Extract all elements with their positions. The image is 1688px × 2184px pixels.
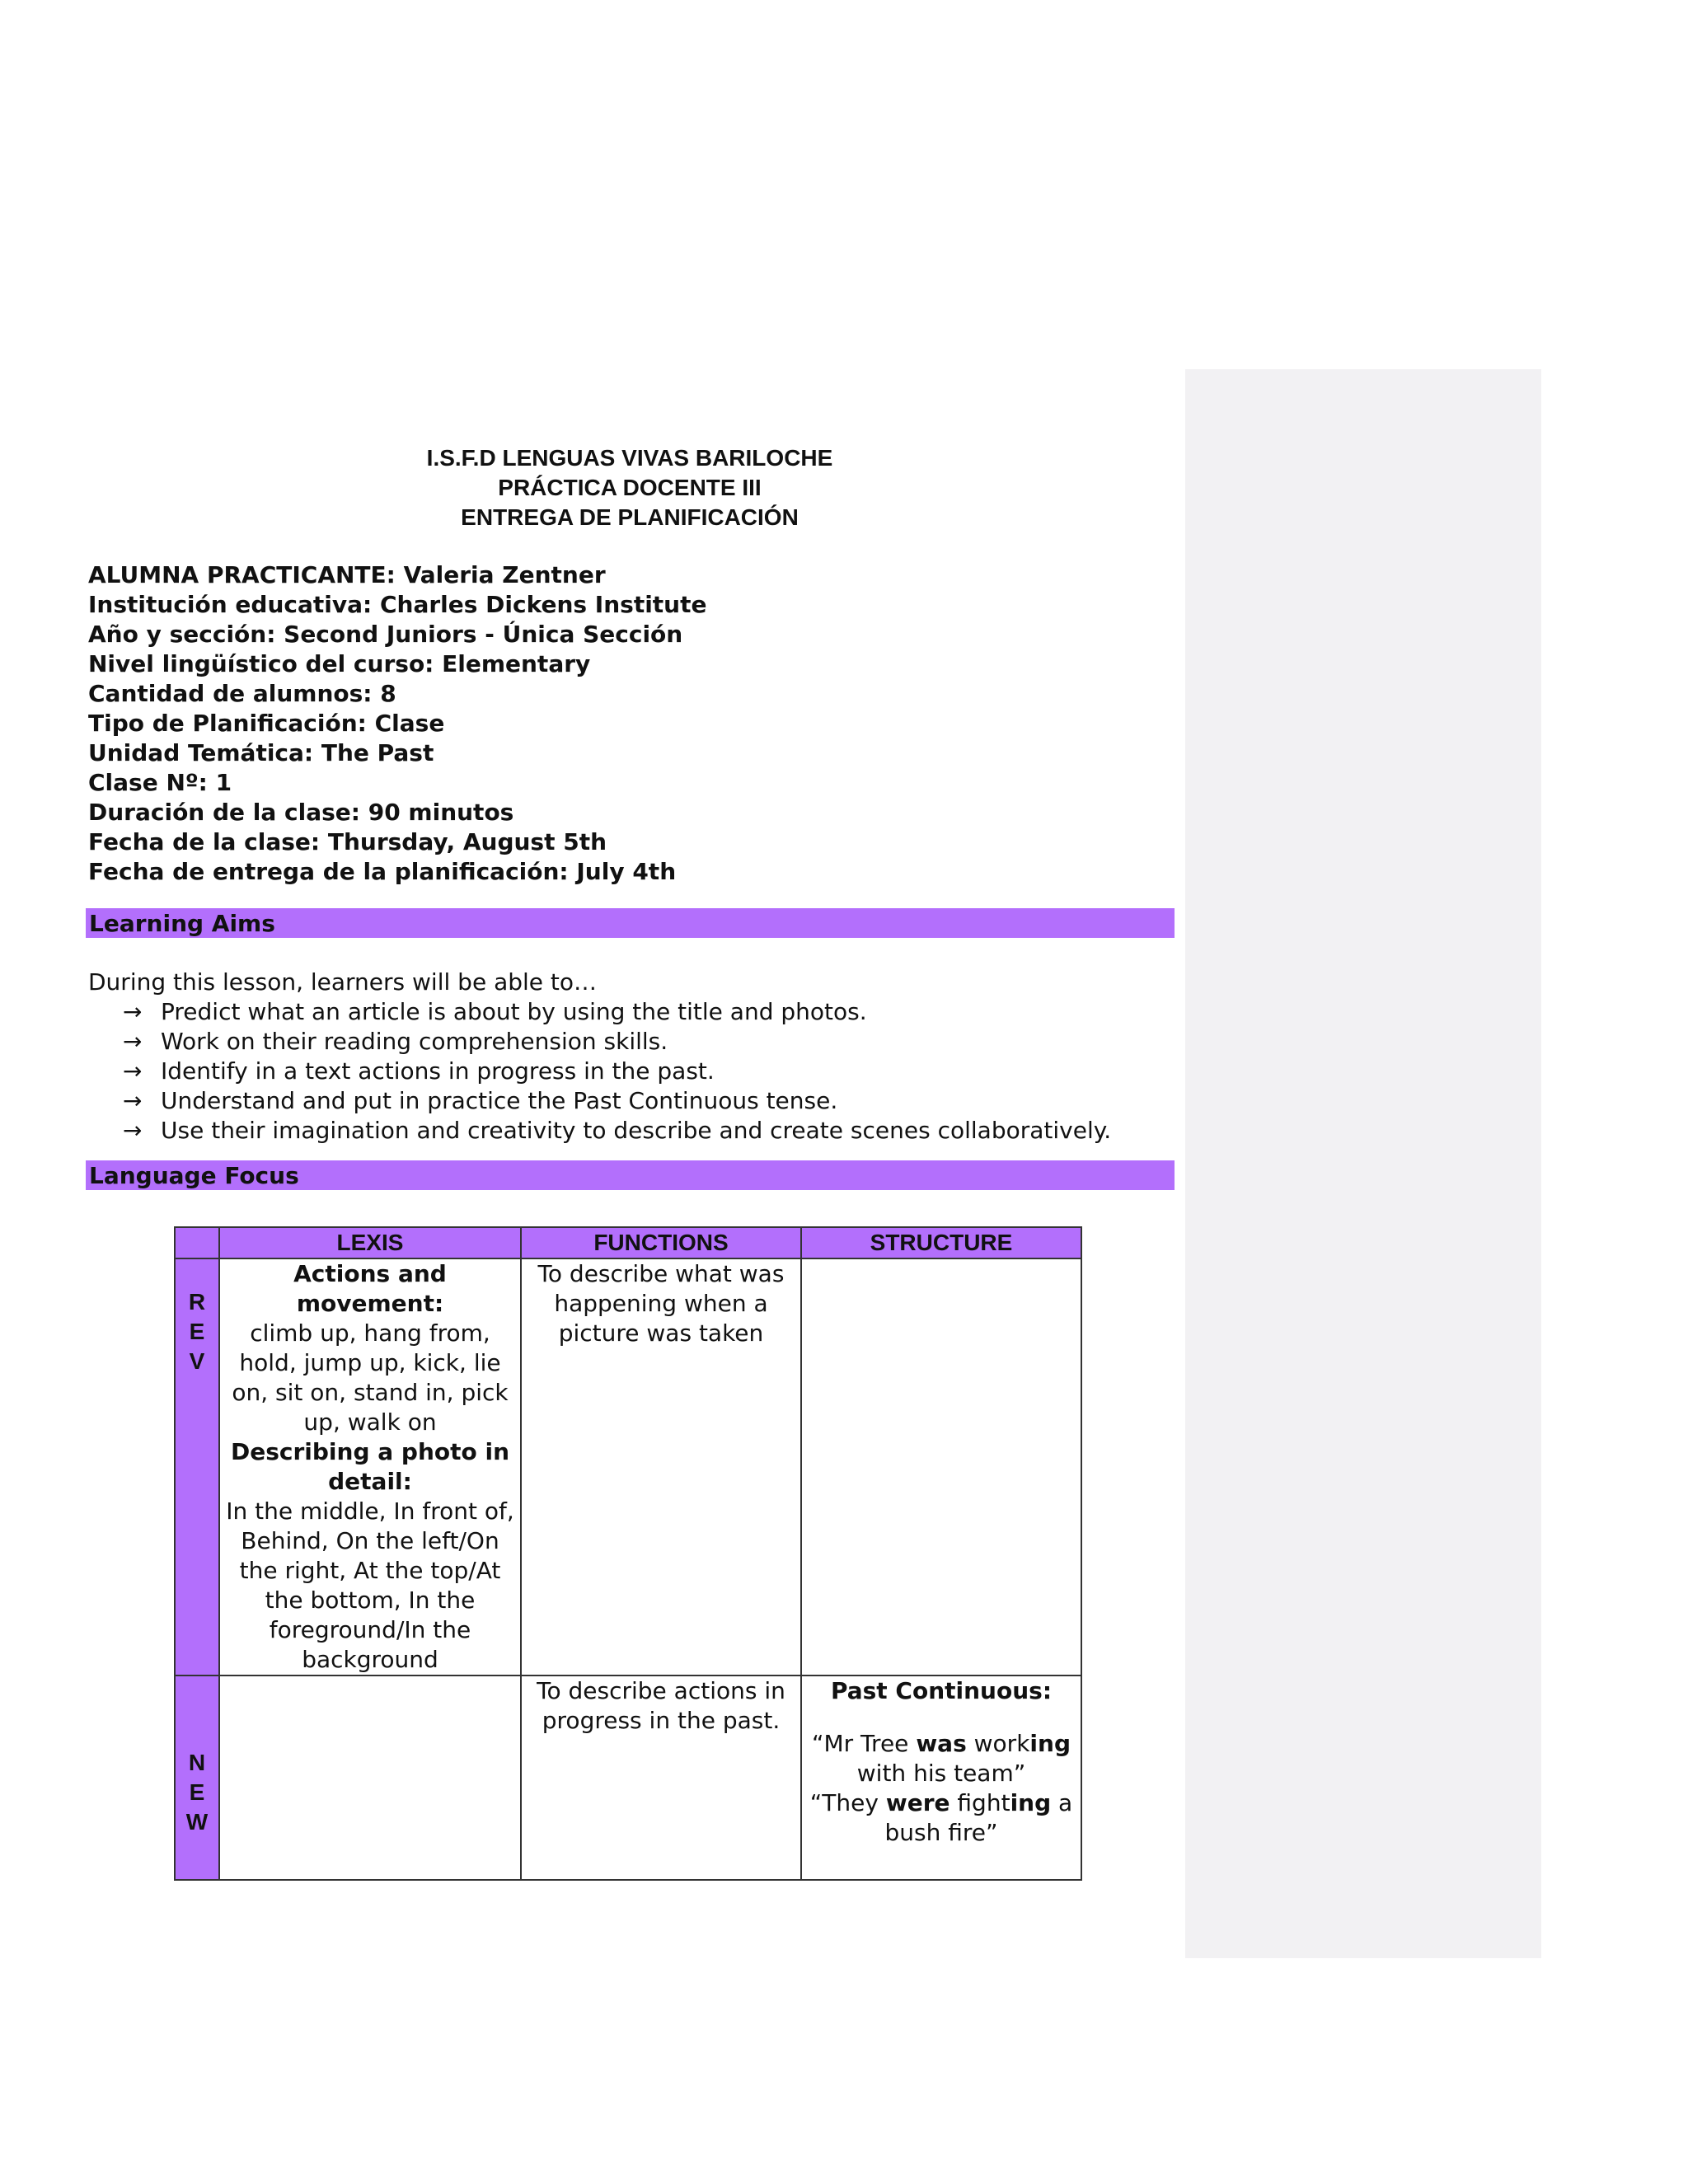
language-focus-table	[174, 1226, 1082, 1881]
column-header-functions: FUNCTIONS	[521, 1227, 801, 1258]
table-row-new	[175, 1675, 1081, 1880]
column-header-lexis: LEXIS	[219, 1227, 521, 1258]
example-sentence: “Mr Tree was working with his team”	[811, 1730, 1071, 1787]
list-item: → Understand and put in practice the Past Continuous tense.	[123, 1087, 838, 1114]
info-line: Institución educativa: Charles Dickens Institute	[88, 591, 707, 618]
arrow-icon: →	[123, 1057, 143, 1085]
rev-lexis-cell	[219, 1258, 521, 1675]
info-line: Nivel lingüístico del curso: Elementary	[88, 650, 591, 677]
info-line: Fecha de la clase: Thursday, August 5th	[88, 828, 607, 855]
learning-aims-heading: Learning Aims	[86, 908, 1175, 938]
aims-intro: During this lesson, learners will be able to…	[88, 968, 598, 996]
lexis-subtitle: Actions and movement:	[293, 1260, 447, 1317]
info-line: Duración de la clase: 90 minutos	[88, 799, 514, 826]
course-title: PRÁCTICA DOCENTE III	[498, 475, 762, 500]
new-lexis-cell	[219, 1675, 521, 1880]
info-line: Clase Nº: 1	[88, 769, 232, 796]
list-item: → Work on their reading comprehension skills.	[123, 1028, 668, 1055]
info-line: Tipo de Planificación: Clase	[88, 710, 445, 737]
structure-title: Past Continuous:	[830, 1677, 1053, 1704]
lexis-text: climb up, hang from, hold, jump up, kick, lie on, sit on, stand in, pick up, walk on	[232, 1319, 509, 1436]
arrow-icon: →	[123, 1117, 143, 1144]
lexis-subtitle: Describing a photo in detail:	[230, 1438, 510, 1495]
table-header-row	[175, 1227, 1081, 1258]
arrow-icon: →	[123, 1087, 143, 1114]
list-item: → Identify in a text actions in progress in the past.	[123, 1057, 715, 1085]
list-item: → Use their imagination and creativity to describe and create scenes collaboratively.	[123, 1117, 1112, 1144]
rev-functions-cell: To describe what was happening when a picture was taken	[521, 1258, 801, 1675]
table-row-rev	[175, 1258, 1081, 1675]
corner-cell	[175, 1227, 219, 1258]
arrow-icon: →	[123, 1028, 143, 1055]
learning-aims	[88, 968, 1111, 1146]
aims-list	[88, 997, 1111, 1146]
example-sentence: “They were fighting a bush fire”	[809, 1789, 1073, 1846]
row-label-new: N E W	[175, 1675, 219, 1880]
row-label-rev: R E V	[175, 1258, 219, 1675]
lexis-text: In the middle, In front of, Behind, On the left/On the right, At the top/At the bottom, In the foreground/In the background	[226, 1497, 514, 1673]
comment-pane	[1185, 369, 1541, 1958]
arrow-icon: →	[123, 998, 143, 1025]
info-line: Unidad Temática: The Past	[88, 739, 434, 766]
info-line: Cantidad de alumnos: 8	[88, 680, 396, 707]
language-focus-heading: Language Focus	[86, 1160, 1175, 1190]
new-functions-cell: To describe actions in progress in the past.	[521, 1675, 801, 1880]
rev-structure-cell	[801, 1258, 1081, 1675]
new-structure-cell	[801, 1675, 1081, 1880]
institute-title: I.S.F.D LENGUAS VIVAS BARILOCHE	[426, 445, 833, 471]
info-line: ALUMNA PRACTICANTE: Valeria Zentner	[88, 561, 606, 588]
list-item: → Predict what an article is about by using the title and photos.	[123, 998, 867, 1025]
info-line: Fecha de entrega de la planificación: July 4th	[88, 858, 677, 885]
info-line: Año y sección: Second Juniors - Única Sección	[88, 621, 683, 648]
document-header	[86, 443, 1174, 532]
document-title: ENTREGA DE PLANIFICACIÓN	[461, 504, 799, 530]
column-header-structure: STRUCTURE	[801, 1227, 1081, 1258]
lesson-info	[88, 560, 707, 887]
